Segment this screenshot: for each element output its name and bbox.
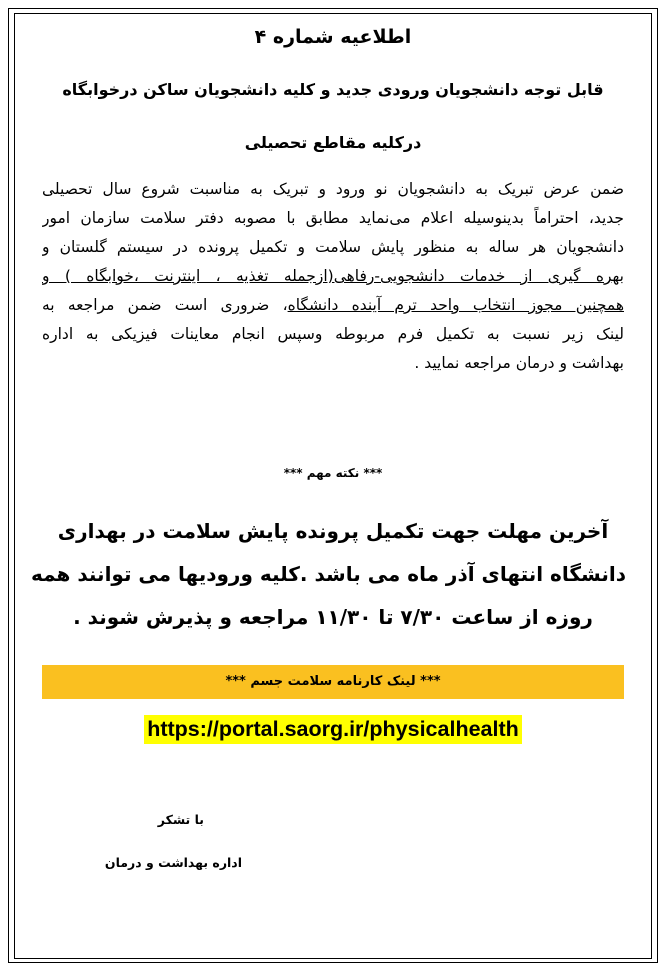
deadline-text xyxy=(30,510,626,639)
deadline-line: دانشگاه انتهای آذر ماه می باشد .کلیه ورودیها می توانند همه xyxy=(30,562,626,586)
notice-title: اطلاعیه شماره ۴ xyxy=(254,26,412,48)
body-line: جدید، احتراماً بدینوسیله اعلام می‌نماید مطابق با مصوبه دفتر سلامت سازمان امور xyxy=(42,209,624,227)
important-note: *** نکته مهم *** xyxy=(283,466,383,480)
body-line: بهداشت و درمان مراجعه نمایید . xyxy=(414,354,624,372)
thanks-text: با تشکر xyxy=(157,812,204,827)
notice-subtitle-2: درکلیه مقاطع تحصیلی xyxy=(244,133,422,152)
body-line: ضمن عرض تبریک به دانشجویان نو ورود و تبریک به مناسبت شروع سال تحصیلی xyxy=(42,180,624,198)
url-container xyxy=(20,715,646,744)
inner-border xyxy=(14,13,652,959)
notice-subtitle-1: قابل توجه دانشجویان ورودی جدید و کلیه دانشجویان ساکن درخوابگاه xyxy=(62,80,604,99)
office-signature: اداره بهداشت و درمان xyxy=(104,855,242,870)
body-line xyxy=(42,262,624,291)
health-link-banner: *** لینک کارنامه سلامت جسم *** xyxy=(42,665,624,699)
deadline-line: آخرین مهلت جهت تکمیل پرونده پایش سلامت در بهداری xyxy=(57,519,609,543)
underlined-text: بهره گیری از خدمات دانشجویی-رفاهی(ازجمله تغذیه ، اینترنت ،خوابگاه ) و xyxy=(42,267,624,285)
body-line: دانشجویان هر ساله به منظور پایش سلامت و تکمیل پرونده در سیستم گلستان و xyxy=(42,238,624,256)
underlined-text: همچنین مجوز انتخاب واحد ترم آینده دانشگاه xyxy=(287,296,624,314)
body-text: ، ضروری است ضمن مراجعه به xyxy=(42,296,288,314)
body-line: لینک زیر نسبت به تکمیل فرم مربوطه وسپس انجام معاینات فیزیکی به اداره xyxy=(42,325,624,343)
notice-body xyxy=(42,175,624,378)
deadline-line: روزه از ساعت ۷/۳۰ تا ۱۱/۳۰ مراجعه و پذیرش شوند . xyxy=(73,605,593,629)
body-line xyxy=(42,291,624,320)
health-portal-link[interactable]: https://portal.saorg.ir/physicalhealth xyxy=(144,715,522,744)
